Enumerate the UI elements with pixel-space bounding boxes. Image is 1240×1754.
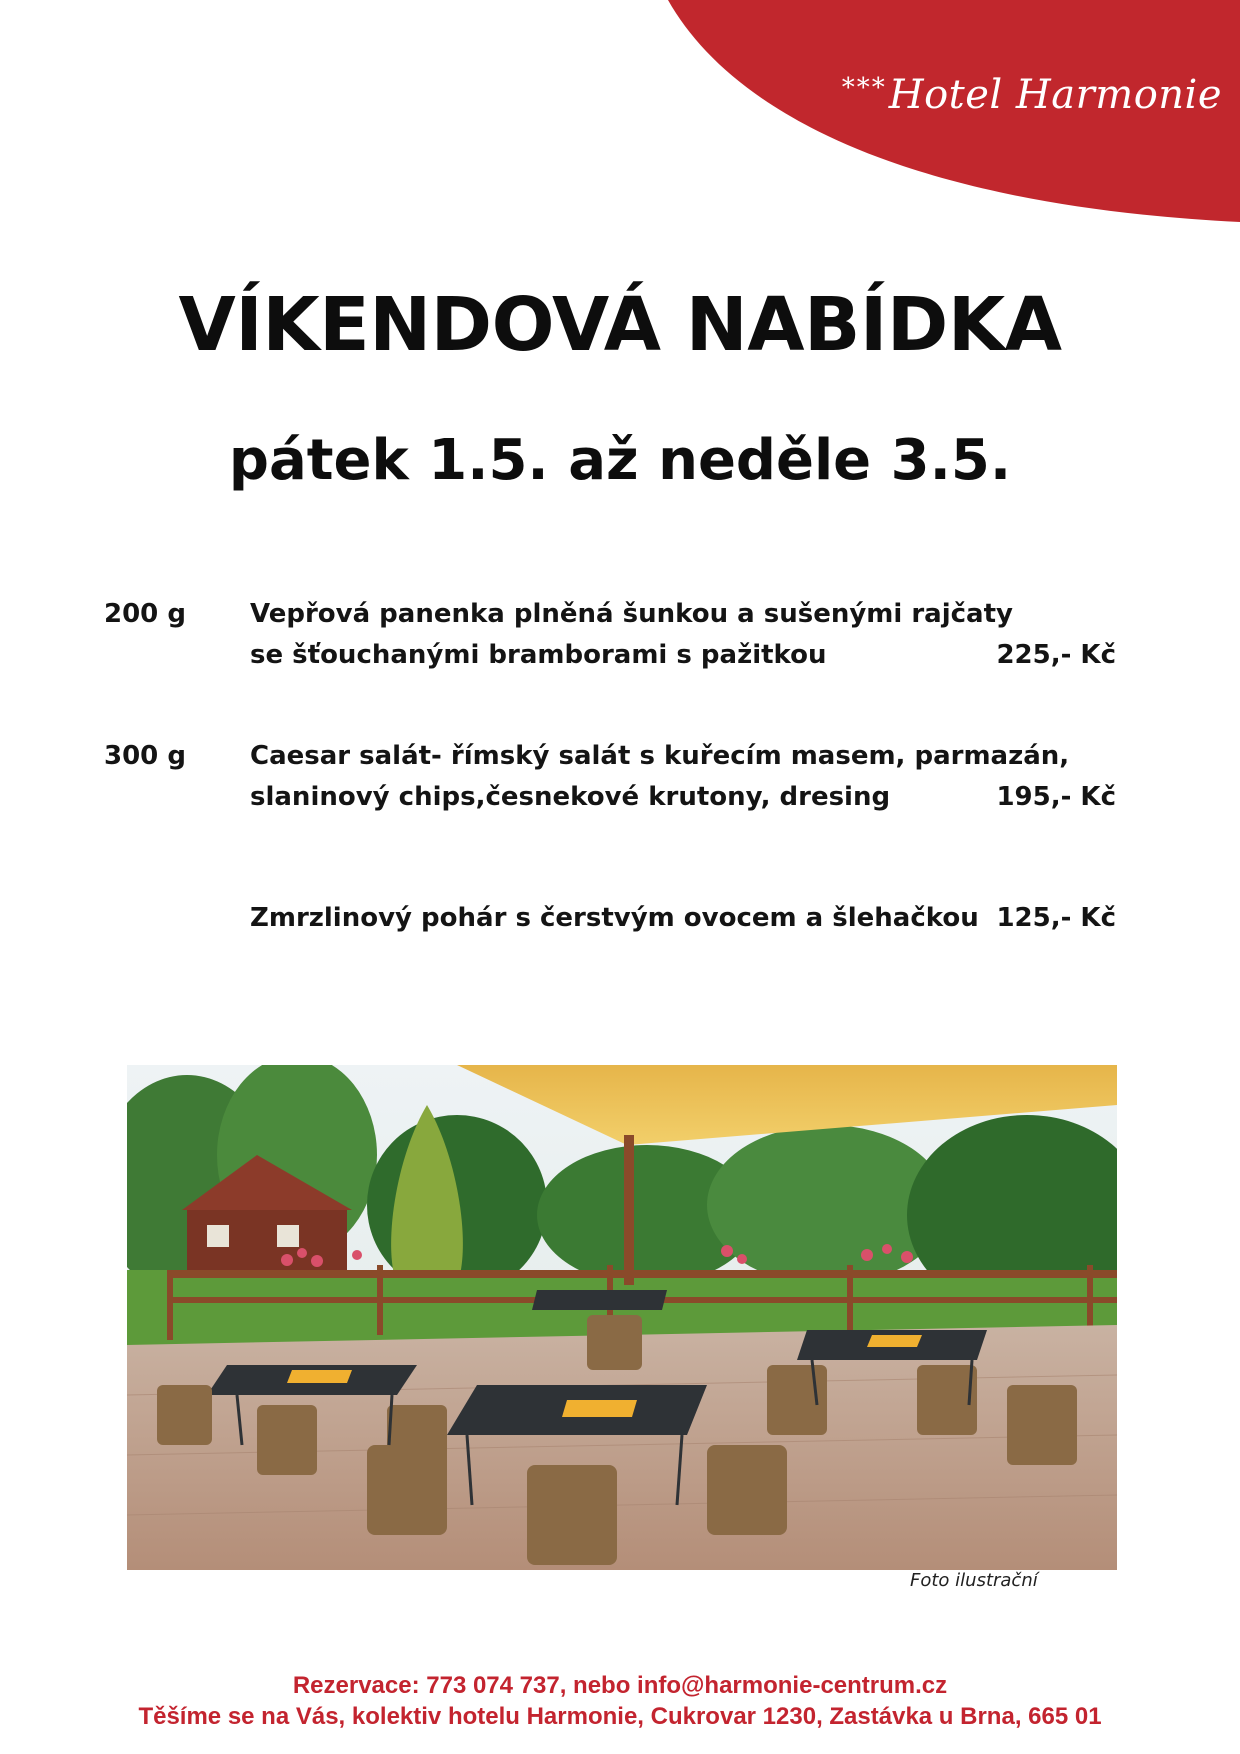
menu-item-weight: 300 g: [104, 741, 186, 771]
page-title: VÍKENDOVÁ NABÍDKA: [178, 282, 1062, 368]
menu-item-description: Vepřová panenka plněná šunkou a sušenými rajčaty: [250, 599, 1013, 629]
date-range: pátek 1.5. až neděle 3.5.: [228, 428, 1012, 493]
menu-item-weight: 200 g: [104, 599, 186, 629]
menu-item: [0, 898, 1240, 939]
menu-item: [0, 736, 1240, 818]
terrace-photo: [127, 1065, 1117, 1570]
logo-stars: ***: [841, 73, 887, 103]
menu-item-price: 195,- Kč: [996, 782, 1116, 812]
footer-address: Těšíme se na Vás, kolektiv hotelu Harmonie, Cukrovar 1230, Zastávka u Brna, 665 01: [138, 1703, 1102, 1730]
terrace-illustration: [127, 1065, 1117, 1570]
menu-item-description: Zmrzlinový pohár s čerstvým ovocem a šlehačkou: [250, 903, 979, 933]
menu-item-description: se šťouchanými bramborami s pažitkou: [250, 640, 827, 670]
photo-caption: Foto ilustrační: [910, 1570, 1038, 1591]
logo-wordmark: [842, 72, 1222, 118]
menu-item-description: Caesar salát- římský salát s kuřecím masem, parmazán,: [250, 741, 1070, 771]
logo-name: Hotel Harmonie: [888, 72, 1222, 118]
logo-swoosh: [0, 0, 1240, 240]
reservation-contact: Rezervace: 773 074 737, nebo info@harmonie-centrum.cz: [292, 1672, 948, 1699]
menu-item-description: slaninový chips,česnekové krutony, dresing: [250, 782, 891, 812]
menu-item: [0, 594, 1240, 676]
menu-item-price: 125,- Kč: [996, 903, 1116, 933]
menu-item-price: 225,- Kč: [996, 640, 1116, 670]
